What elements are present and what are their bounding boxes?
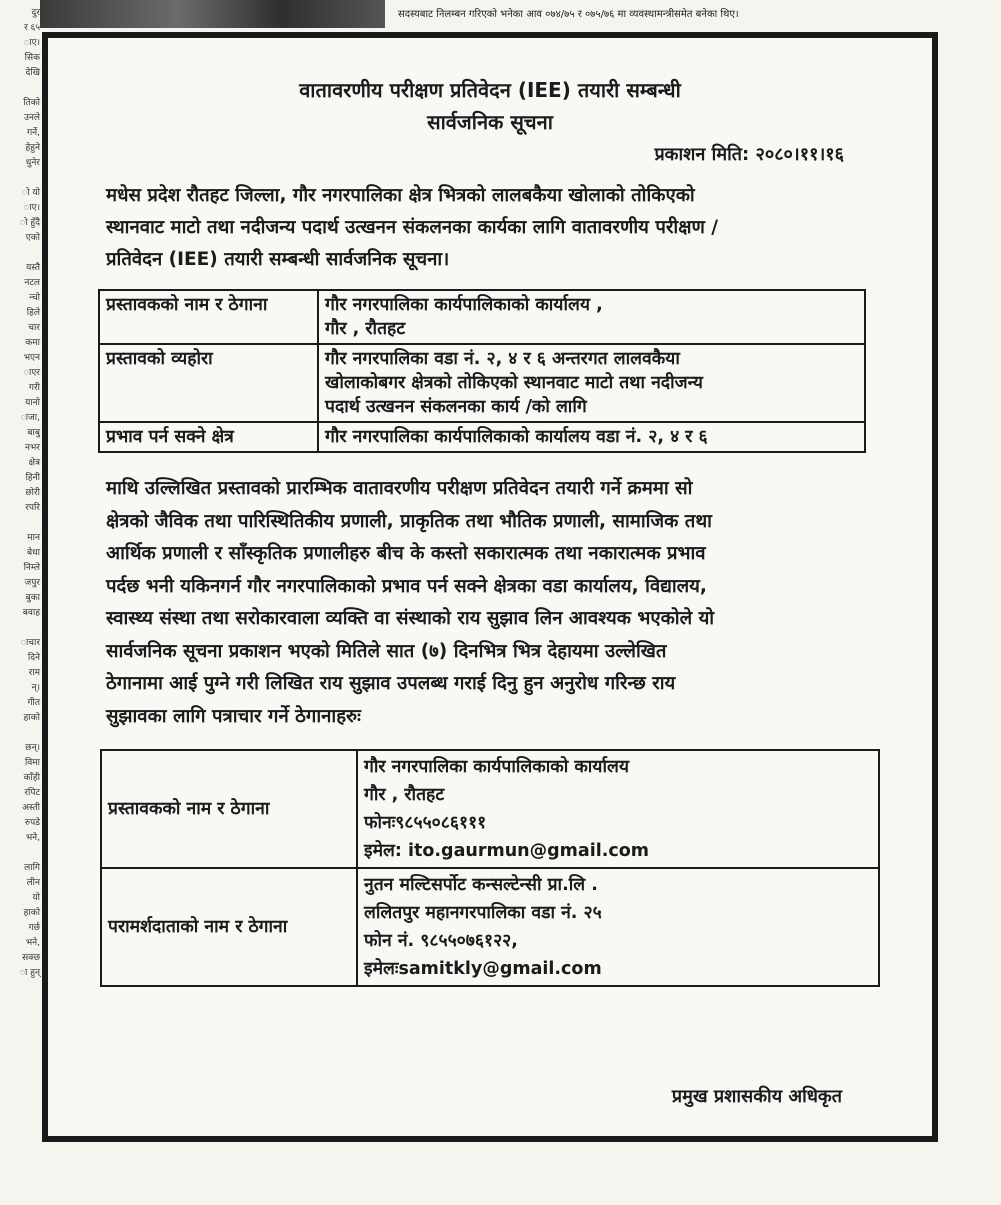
column-line: नटल [24,278,40,288]
column-line: भने, [25,938,40,948]
column-line: ो हुँदै [19,218,40,228]
row-value [318,344,865,422]
value-line: गौर , रौतहट [325,319,406,339]
body-line: पर्दछ भनी यकिनगर्न गौर नगरपालिकाको प्रभाव पर्न सक्ने क्षेत्रका वडा कार्यालय, विद्यालय, [106,575,707,597]
value-line: गौर नगरपालिका कार्यपालिकाको कार्यालय , [325,295,603,315]
column-line: चार [28,323,40,333]
column-line: रपरि [25,503,40,513]
column-line [0,726,40,741]
column-line: हेहुने [25,143,40,153]
column-line: विमा [24,758,40,768]
adjacent-news-photo [40,0,385,28]
phone-number: फोनः९८५५०८६१११ [364,813,487,833]
value-line: ललितपुर महानगरपालिका वडा नं. २५ [364,903,602,923]
column-line: उनले [23,113,40,123]
body-line: सुझावका लागि पत्राचार गर्ने ठेगानाहरुः [106,705,361,727]
row-label: प्रभाव पर्न सक्ने क्षेत्र [99,422,318,452]
column-line [0,846,40,861]
column-line [0,621,40,636]
intro-line: मधेस प्रदेश रौतहट जिल्ला, गौर नगरपालिका क्षेत्र भित्रको लालबकैया खोलाको तोकिएको [106,185,695,206]
table-row [101,868,879,986]
body-line: आर्थिक प्रणाली र साँस्कृतिक प्रणालीहरु बीच के कस्तो सकारात्मक तथा नकारात्मक प्रभाव [106,543,706,564]
column-line: ा हुन् [19,968,40,978]
value-line: गौर नगरपालिका कार्यपालिकाको कार्यालय [364,757,629,777]
body-line: स्वास्थ्य संस्था तथा सरोकारवाला व्यक्ति वा संस्थाको राय सुझाव लिन आवश्यक भएकोले यो [106,608,715,629]
column-line: अस्ती [22,803,40,813]
value-line: गौर , रौतहट [364,785,445,805]
intro-paragraph [106,180,866,276]
publish-date: प्रकाशन मिति: २०८०।११।१६ [654,144,844,165]
column-line: दिने [27,653,40,663]
column-line: हिनी [25,473,40,483]
value-line: गौर नगरपालिका वडा नं. २, ४ र ६ अन्तरगत लालवकैया [325,349,680,369]
notice-title: वातावरणीय परीक्षण प्रतिवेदन (IEE) तयारी सम्बन्धी [299,78,681,102]
column-line: क्षेत्र [28,458,40,468]
table-row [99,422,865,452]
column-line: बेधा [26,548,40,558]
value-line: गौर नगरपालिका कार्यपालिकाको कार्यालय वडा नं. २, ४ र ६ [325,427,708,447]
column-line: गर्छ [28,923,40,933]
column-line: बवाह [22,608,40,618]
column-line: ो यो [21,188,40,198]
column-line: राम [28,668,40,678]
column-line [0,516,40,531]
column-line: लागि [24,863,40,873]
column-line: नभर [24,443,40,453]
adjacent-news-text: सदस्यबाट निलम्बन गरिएको भनेका आव ०७४/७५ र ०७५/७६ मा व्यवस्थामन्त्रीसमेत बनेका थिए। [398,9,739,20]
notice-subtitle: सार्वजनिक सूचना [427,110,553,134]
body-line: सार्वजनिक सूचना प्रकाशन भएको मितिले सात (७) दिनभित्र भित्र देहायमा उल्लेखित [106,640,667,662]
body-line: क्षेत्रको जैविक तथा पारिस्थितिकीय प्रणाली, प्राकृतिक तथा भौतिक प्रणाली, सामाजिक तथा [106,510,712,532]
column-line: गरी [28,383,40,393]
column-line: कमा [25,338,40,348]
email-address: इमेल: ito.gaurmun@gmail.com [364,841,649,861]
column-line: र ६५ [24,23,40,33]
table-row [99,290,865,344]
column-line: रपिट [24,788,40,798]
column-line: ाएर [23,368,40,378]
column-line: यो [32,893,40,903]
column-line: छोरी [25,488,40,498]
row-value [357,750,879,868]
body-paragraph [106,473,876,733]
column-line [0,81,40,96]
contact-table [100,749,880,987]
column-line: यानो [25,398,40,408]
row-value [318,290,865,344]
row-value [357,868,879,986]
column-line: धुनेर [25,158,40,168]
row-label: प्रस्तावकको नाम र ठेगाना [99,290,318,344]
column-line: हाको [23,713,40,723]
column-line: तिको [23,98,40,108]
value-line: नुतन मल्टिसर्पोट कन्सल्टेन्सी प्रा.लि . [364,875,598,895]
public-notice [42,32,938,1142]
project-details-table [98,289,866,453]
column-line: ाए। [23,38,40,48]
intro-line: स्थानवाट माटो तथा नदीजन्य पदार्थ उत्खनन संकलनका कार्यका लागि वातावरणीय परीक्षण / [106,217,719,238]
column-line: भएन [23,353,40,363]
column-line: सक्छ [22,953,40,963]
column-line: यस्तै [26,263,40,273]
row-label: परामर्शदाताको नाम र ठेगाना [101,868,357,986]
body-line: माथि उल्लिखित प्रस्तावको प्रारम्भिक वातावरणीय परीक्षण प्रतिवेदन तयारी गर्ने क्रममा सो [106,478,693,499]
column-line: हिले [26,308,40,318]
table-row [99,344,865,422]
signatory-title: प्रमुख प्रशासकीय अधिकृत [671,1086,842,1107]
column-line: छन्। [25,743,40,753]
column-line: ाचार [20,638,40,648]
row-label: प्रस्तावको व्यहोरा [99,344,318,422]
column-line: बाबु [27,428,40,438]
column-line [0,171,40,186]
body-line: ठेगानामा आई पुग्ने गरी लिखित राय सुझाव उपलब्ध गराई दिनु हुन अनुरोध गरिन्छ राय [106,673,676,694]
row-label: प्रस्तावकको नाम र ठेगाना [101,750,357,868]
column-line: एको [25,233,40,243]
column-line: हाको [23,908,40,918]
column-line: देखि [25,68,40,78]
column-line: भने, [25,833,40,843]
value-line: खोलाकोबगर क्षेत्रको तोकिएको स्थानवाट माटो तथा नदीजन्य [325,373,703,393]
column-line: मान [27,533,40,543]
column-line: ाजा, [20,413,40,423]
adjacent-newspaper-column [0,0,42,1120]
column-line: रुपडे [24,818,40,828]
table-row [101,750,879,868]
column-line: लीन [26,878,40,888]
column-line: ाए। [23,203,40,213]
column-line: जपुर [24,578,40,588]
email-address: इमेलःsamitkly@gmail.com [364,959,602,979]
column-line: बुका [25,593,40,603]
column-line: काँही [23,773,40,783]
phone-number: फोन नं. ९८५५०७६१२२, [364,931,518,951]
value-line: पदार्थ उत्खनन संकलनका कार्य /को लागि [325,397,587,417]
column-line: न्चो [29,293,40,303]
intro-line: प्रतिवेदन (IEE) तयारी सम्बन्धी सार्वजनिक सूचना। [106,249,450,270]
column-line: न्। [31,683,40,693]
column-line: गर्ने, [27,128,40,138]
column-line: सिक [24,53,40,63]
column-line: निम्ले [23,563,40,573]
column-line: गीत [27,698,40,708]
column-line: दुर [31,8,40,18]
row-value [318,422,865,452]
column-line [0,246,40,261]
